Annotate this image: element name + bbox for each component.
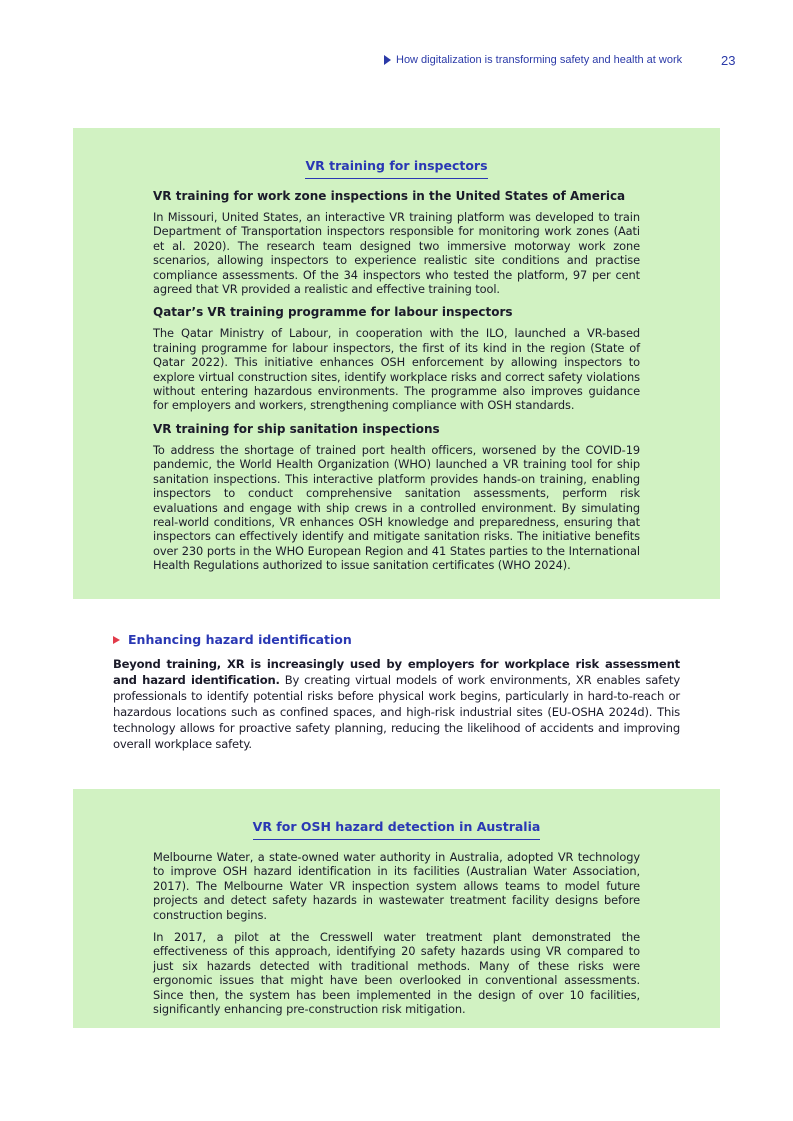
running-title: How digitalization is transforming safety and health at work	[396, 54, 683, 66]
section-heading-text: Enhancing hazard identification	[128, 632, 352, 647]
box-paragraph: In Missouri, United States, an interactive VR training platform was developed to train Department of Transportation inspectors responsible for monitoring work zones (Aati et al. 2020). The research team designed two immersive motorway work zone scenarios, allowing inspectors to experience realistic site conditions and practise compliance assessments. Of the 34 inspectors who tested the platform, 97 per cent agreed that VR provided a realistic and effective training tool.	[153, 210, 640, 297]
box-title-wrapper	[73, 155, 720, 179]
box-paragraph: Melbourne Water, a state-owned water authority in Australia, adopted VR technology to improve OSH hazard identification in its facilities (Australian Water Association, 2017). The Melbourne Water VR inspection system allows teams to model future projects and detect safety hazards in wastewater treatment facility designs before construction begins.	[153, 850, 640, 922]
box-title: VR training for inspectors	[305, 158, 487, 179]
case-study-box-vr-training	[73, 128, 720, 599]
box-paragraph: To address the shortage of trained port health officers, worsened by the COVID-19 pandemic, the World Health Organization (WHO) launched a VR training tool for ship sanitation inspections. This interactive platform provides hands-on training, enabling inspectors to conduct comprehensive sanitation assessments, perform risk evaluations and engage with ship crews in a controlled environment. By simulating real-world conditions, VR enhances OSH knowledge and preparedness, ensuring that inspectors can effectively identify and mitigate sanitation risks. The initiative benefits over 230 ports in the WHO European Region and 41 States parties to the International Health Regulations authorized to issue sanitation certificates (WHO 2024).	[153, 442, 640, 573]
box-sub-heading: VR training for ship sanitation inspections	[153, 421, 440, 436]
box-content	[153, 188, 640, 581]
box-content	[153, 850, 640, 1024]
box-sub-heading: Qatar’s VR training programme for labour inspectors	[153, 305, 513, 320]
triangle-marker-icon	[384, 55, 391, 65]
case-study-box-hazard-detection	[73, 789, 720, 1028]
box-title-wrapper	[73, 816, 720, 840]
box-title: VR for OSH hazard detection in Australia	[253, 819, 541, 840]
body-text: By creating virtual models of work environments, XR enables safety professionals to identify potential risks before physical work begins, particularly in hard-to-reach or hazardous locations such as confined spaces, and high-risk industrial sites (EU-OSHA 2024d). This technology allows for proactive safety planning, reducing the likelihood of accidents and improving overall workplace safety.	[113, 673, 680, 751]
box-paragraph: The Qatar Ministry of Labour, in cooperation with the ILO, launched a VR-based training programme for labour inspectors, the first of its kind in the region (State of Qatar 2022). This initiative enhances OSH enforcement by allowing inspectors to explore virtual construction sites, identify workplace risks and correct safety violations without entering hazardous environments. The programme also improves guidance for employers and workers, strengthening compliance with OSH standards.	[153, 326, 640, 413]
body-lead-bold: Beyond training, XR is increasingly used by employers for workplace risk assessment and hazard identification.	[113, 657, 680, 687]
page-number: 23	[721, 53, 736, 68]
body-paragraph	[113, 656, 680, 752]
running-header	[384, 54, 684, 66]
box-paragraph: In 2017, a pilot at the Cresswell water treatment plant demonstrated the effectiveness of this approach, identifying 20 safety hazards using VR compared to just six hazards detected with traditional methods. Many of these risks were ergonomic issues that might have been overlooked in conventional assessments. Since then, the system has been implemented in the design of over 10 facilities, significantly enhancing pre-construction risk mitigation.	[153, 930, 640, 1017]
section-heading	[113, 632, 352, 647]
box-sub-heading: VR training for work zone inspections in the United States of America	[153, 189, 626, 203]
triangle-bullet-icon	[113, 636, 120, 644]
